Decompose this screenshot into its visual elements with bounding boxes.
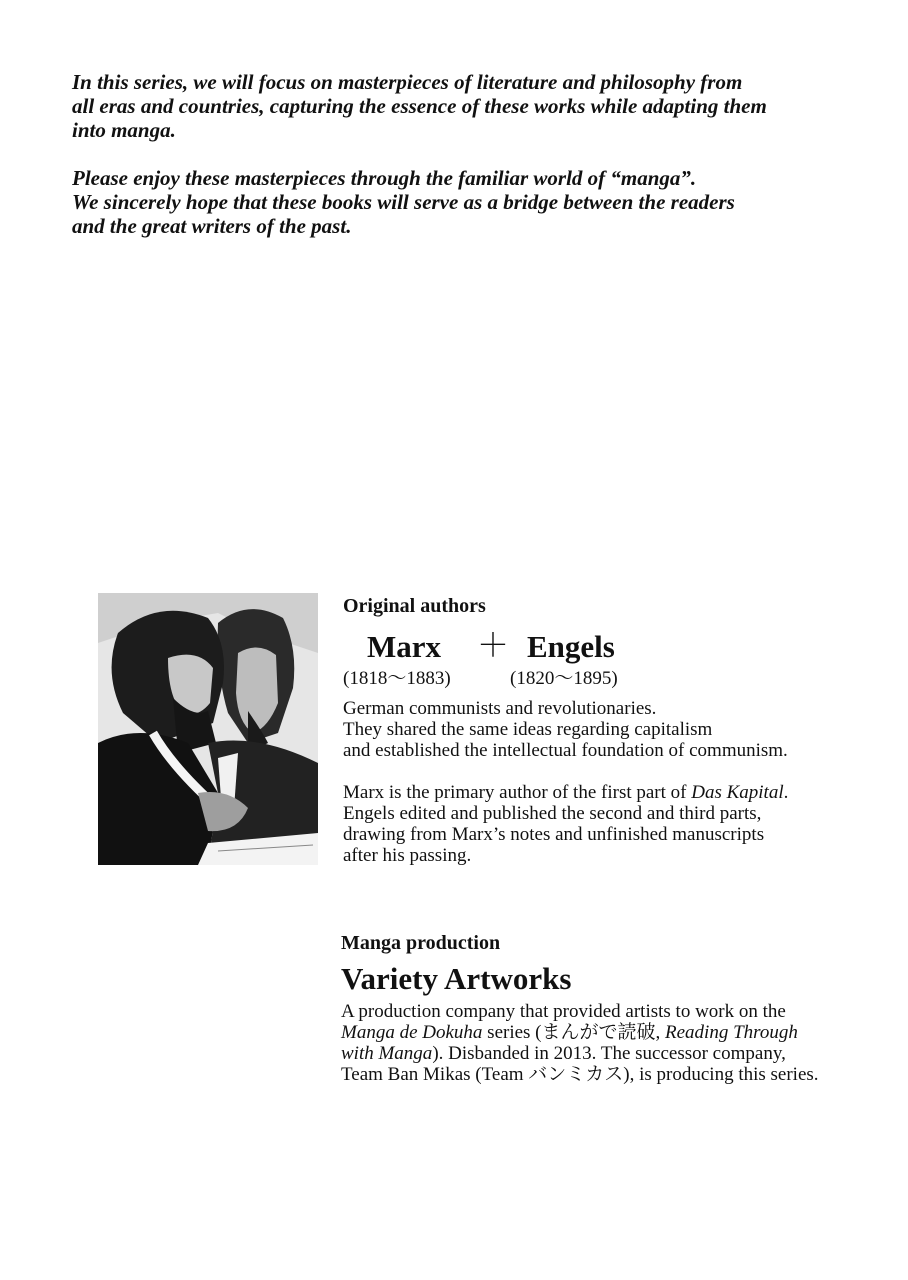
description-line: Engels edited and published the second and third parts,	[343, 803, 762, 824]
production-description	[341, 1001, 881, 1085]
author-marx-years: (1818～1883)	[343, 668, 451, 689]
company-name: Variety Artworks	[341, 961, 572, 996]
authors-portrait-illustration	[98, 593, 318, 865]
author-names	[343, 627, 863, 698]
author-engels-years: (1820～1895)	[510, 668, 618, 689]
description-line: and established the intellectual foundation of communism.	[343, 740, 788, 761]
plus-sign: ＋	[477, 627, 510, 663]
portrait-drawing	[98, 593, 318, 865]
intro-line: In this series, we will focus on masterpieces of literature and philosophy from	[72, 70, 743, 94]
intro-line: Please enjoy these masterpieces through the familiar world of “manga”.	[72, 166, 697, 190]
series-title: Manga de Dokuha	[341, 1022, 483, 1043]
series-title-translation: Reading Through	[665, 1022, 798, 1043]
authors-description	[343, 698, 863, 866]
production-text: series (まんがで読破,	[482, 1022, 666, 1043]
intro-paragraph-2	[72, 166, 852, 238]
production-text: ). Disbanded in 2013. The successor company,	[432, 1043, 786, 1064]
intro-line: and the great writers of the past.	[72, 214, 352, 238]
intro-line: all eras and countries, capturing the essence of these works while adapting them	[72, 94, 767, 118]
description-line: They shared the same ideas regarding capitalism	[343, 719, 713, 740]
intro-paragraph-1	[72, 70, 852, 142]
description-line: German communists and revolutionaries.	[343, 698, 657, 719]
das-kapital-title: Das Kapital	[691, 782, 784, 803]
intro-line: into manga.	[72, 118, 176, 142]
description-line: after his passing.	[343, 845, 472, 866]
original-authors-section	[343, 594, 863, 866]
author-marx-name: Marx	[367, 629, 442, 664]
manga-production-section	[341, 931, 881, 1085]
author-engels-name: Engels	[527, 629, 615, 664]
description-text: Marx is the primary author of the first part of	[343, 782, 692, 803]
description-text: .	[783, 782, 789, 803]
series-title-translation: with Manga	[341, 1043, 433, 1064]
manga-production-heading: Manga production	[341, 932, 501, 954]
production-line: A production company that provided artists to work on the	[341, 1001, 786, 1022]
production-line	[341, 1022, 881, 1043]
description-line	[343, 782, 863, 803]
production-line: Team Ban Mikas (Team バンミカス), is producing this series.	[341, 1064, 819, 1085]
production-line	[341, 1043, 881, 1064]
description-line: drawing from Marx’s notes and unfinished manuscripts	[343, 824, 765, 845]
series-introduction	[72, 70, 852, 262]
original-authors-heading: Original authors	[343, 595, 486, 617]
intro-line: We sincerely hope that these books will serve as a bridge between the readers	[72, 190, 735, 214]
